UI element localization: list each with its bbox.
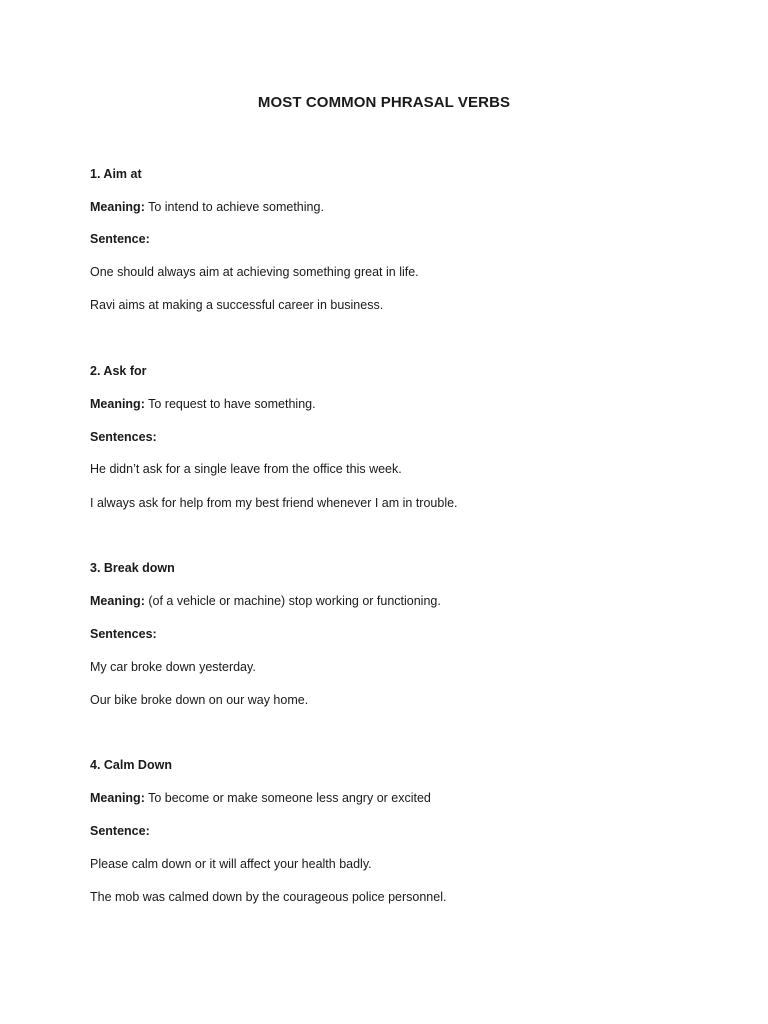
sentence-label: Sentence: [90, 232, 150, 246]
example-sentence: I always ask for help from my best friend whenever I am in trouble. [90, 496, 458, 510]
example-sentence: One should always aim at achieving something great in life. [90, 265, 419, 279]
entry-heading: 1. Aim at [90, 167, 142, 181]
entry-heading: 4. Calm Down [90, 758, 172, 772]
example-sentence: My car broke down yesterday. [90, 660, 256, 674]
example-sentence: Our bike broke down on our way home. [90, 693, 309, 707]
meaning-text: To become or make someone less angry or excited [144, 791, 431, 805]
example-sentence: The mob was calmed down by the courageous police personnel. [90, 890, 447, 904]
meaning-text: (of a vehicle or machine) stop working or functioning. [144, 594, 441, 608]
sentence-label: Sentences: [90, 430, 157, 444]
sentence-label: Sentence: [90, 824, 150, 838]
meaning-line [90, 199, 324, 215]
meaning-label: Meaning: [90, 200, 145, 214]
meaning-line [90, 593, 441, 609]
meaning-text: To intend to achieve something. [144, 200, 324, 214]
meaning-line [90, 396, 316, 412]
example-sentence: Ravi aims at making a successful career in business. [90, 298, 384, 312]
meaning-label: Meaning: [90, 791, 145, 805]
meaning-label: Meaning: [90, 397, 145, 411]
example-sentence: He didn’t ask for a single leave from the office this week. [90, 462, 402, 476]
example-sentence: Please calm down or it will affect your health badly. [90, 857, 372, 871]
entry-heading: 2. Ask for [90, 364, 147, 378]
meaning-line [90, 790, 431, 806]
sentence-label: Sentences: [90, 627, 157, 641]
meaning-label: Meaning: [90, 594, 145, 608]
meaning-text: To request to have something. [144, 397, 316, 411]
entry-heading: 3. Break down [90, 561, 175, 575]
page-title: MOST COMMON PHRASAL VERBS [257, 94, 511, 111]
